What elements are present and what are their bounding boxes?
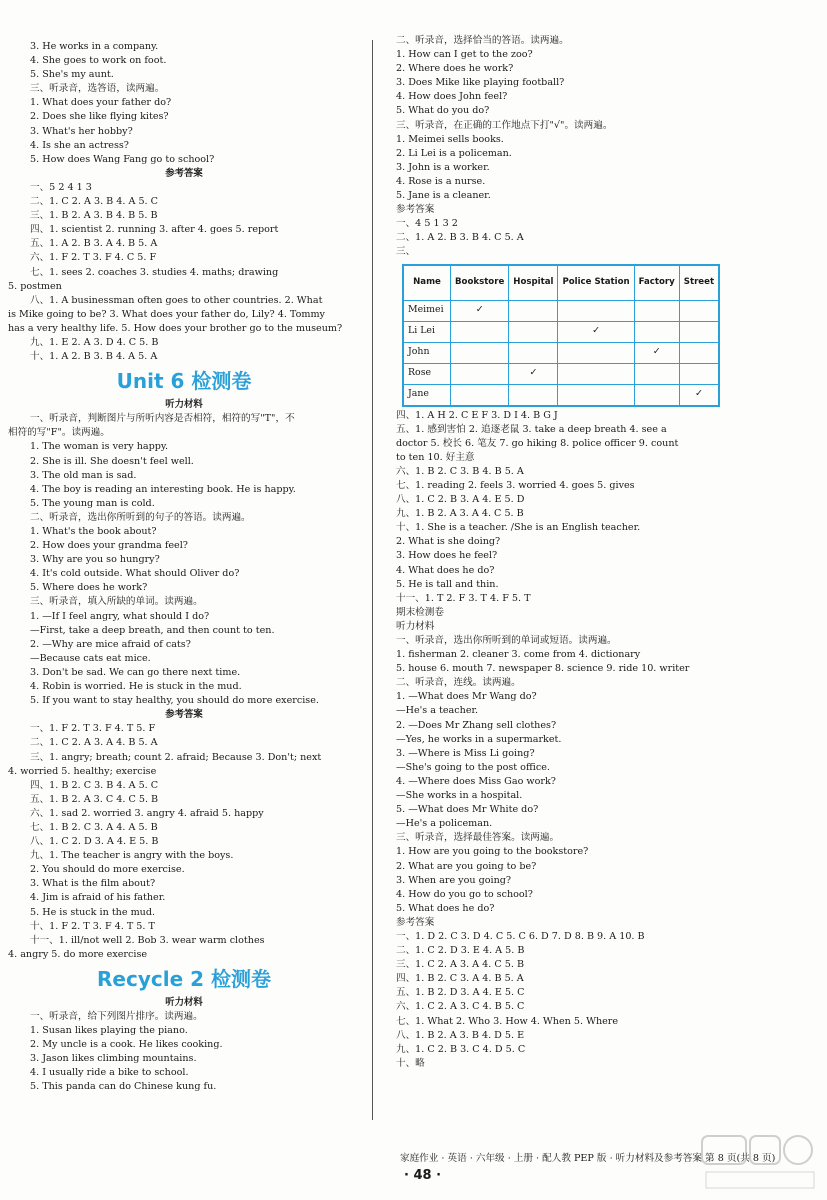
section-heading: 期末检测卷 (396, 606, 444, 618)
row-name: John (403, 342, 451, 363)
text-line: 2. Where does he work? (396, 63, 514, 75)
table-header: Bookstore (451, 265, 509, 301)
text-line: 四、1. B 2. C 3. A 4. B 5. A (396, 973, 524, 985)
check-cell: ✓ (451, 300, 509, 321)
text-line: 十、略 (396, 1057, 425, 1069)
text-line: 三、听录音，填入所缺的单词。读两遍。 (30, 596, 203, 608)
text-line: —Because cats eat mice. (30, 652, 151, 664)
text-line: 5. What do you do? (396, 105, 490, 117)
check-cell (509, 321, 558, 342)
text-line: 3. What's her hobby? (30, 125, 133, 137)
text-line: 七、1. reading 2. feels 3. worried 4. goes 5. gives (396, 479, 635, 491)
text-line: 5. He is stuck in the mud. (30, 906, 156, 918)
text-line: 三、1. C 2. A 3. A 4. C 5. B (396, 959, 524, 971)
text-line: 5. postmen (8, 280, 62, 292)
text-line: 4. The boy is reading an interesting book. He is happy. (30, 483, 296, 495)
text-line: 3. When are you going? (396, 874, 512, 886)
check-cell (634, 384, 679, 406)
row-name: Li Lei (403, 321, 451, 342)
text-line: 5. Jane is a cleaner. (396, 190, 491, 202)
text-line: 十、1. A 2. B 3. B 4. A 5. A (30, 351, 158, 363)
text-line: 五、1. A 2. B 3. A 4. B 5. A (30, 238, 158, 250)
text-line: 4. angry 5. do more exercise (8, 948, 148, 960)
text-line: 2. My uncle is a cook. He likes cooking. (30, 1039, 223, 1051)
text-line: 七、1. B 2. C 3. A 4. A 5. B (30, 821, 158, 833)
text-line: 1. The woman is very happy. (30, 441, 169, 453)
section-heading: Unit 6 检测卷 (116, 369, 252, 394)
text-line: 三、听录音，选择最佳答案。读两遍。 (396, 832, 560, 844)
text-line: 4. Is she an actress? (30, 139, 129, 151)
text-line: 1. Susan likes playing the piano. (30, 1025, 188, 1037)
text-line: 八、1. B 2. A 3. B 4. D 5. E (396, 1029, 525, 1041)
text-line: 4. She goes to work on foot. (30, 55, 167, 67)
check-cell: ✓ (509, 363, 558, 384)
right-column (396, 34, 816, 1071)
row-name: Jane (403, 384, 451, 406)
watermark-logo-icon (700, 1132, 818, 1192)
text-line: 一、听录音，给下列图片排序。读两遍。 (30, 1011, 203, 1022)
text-line: —Yes, he works in a supermarket. (396, 733, 562, 745)
text-line: 1. How can I get to the zoo? (396, 49, 533, 61)
text-line: 3. The old man is sad. (30, 469, 137, 481)
table-header: Name (403, 265, 451, 301)
text-line: 三、听录音，在正确的工作地点下打"√"。读两遍。 (396, 119, 613, 131)
text-line: 1. Meimei sells books. (396, 133, 504, 145)
text-line: 一、4 5 1 3 2 (396, 218, 458, 230)
table-row (403, 342, 719, 363)
text-line: 4. What does he do? (396, 564, 495, 576)
check-cell: ✓ (634, 342, 679, 363)
text-line: 2. Does she like flying kites? (30, 111, 169, 123)
text-line: 5. She's my aunt. (30, 69, 114, 81)
text-line: 3. Jason likes climbing mountains. (30, 1053, 197, 1065)
subsection-title: 听力材料 (396, 620, 435, 632)
left-column (8, 40, 360, 1095)
text-line: 3. What is the film about? (30, 878, 156, 890)
check-cell (558, 342, 634, 363)
text-line: 二、1. C 2. D 3. E 4. A 5. B (396, 945, 525, 957)
text-line: —He's a teacher. (396, 705, 479, 717)
text-line: 1. How are you going to the bookstore? (396, 846, 589, 858)
text-line: 八、1. C 2. B 3. A 4. E 5. D (396, 494, 525, 506)
text-line: 1. What does your father do? (30, 97, 172, 109)
text-line: 2. You should do more exercise. (30, 864, 185, 876)
table-row (403, 300, 719, 321)
text-line: —First, take a deep breath, and then count to ten. (30, 624, 275, 636)
text-line: 六、1. sad 2. worried 3. angry 4. afraid 5. happy (30, 807, 264, 819)
text-line: 5. The young man is cold. (30, 497, 155, 509)
text-line: 5. How does Wang Fang go to school? (30, 153, 215, 165)
text-line: 九、1. E 2. A 3. D 4. C 5. B (30, 336, 159, 348)
section-heading: Recycle 2 检测卷 (97, 966, 271, 991)
text-line: 一、1. F 2. T 3. F 4. T 5. F (30, 723, 156, 735)
text-line: —He's a policeman. (396, 818, 493, 830)
text-line: 六、1. C 2. A 3. C 4. B 5. C (396, 1001, 525, 1013)
subsection-title: 参考答案 (165, 167, 203, 179)
text-line: 4. Jim is afraid of his father. (30, 892, 166, 904)
text-line: 二、1. C 2. A 3. A 4. B 5. A (30, 737, 158, 749)
text-line: 一、5 2 4 1 3 (30, 181, 92, 193)
text-line: 四、1. B 2. C 3. B 4. A 5. C (30, 779, 159, 791)
page-number: · 48 · (404, 1168, 442, 1183)
check-cell (679, 363, 719, 384)
check-cell (451, 342, 509, 363)
text-line: 十、1. She is a teacher. /She is an English teacher. (396, 522, 641, 534)
text-line: 2. —Does Mr Zhang sell clothes? (396, 719, 557, 731)
text-line: 5. What does he do? (396, 902, 495, 914)
subsection-title: 参考答案 (396, 204, 435, 216)
text-line: 十一、1. T 2. F 3. T 4. F 5. T (396, 592, 531, 604)
workplace-table (402, 264, 720, 407)
check-cell: ✓ (679, 384, 719, 406)
check-cell (679, 321, 719, 342)
workplace-table-wrap (402, 264, 816, 407)
table-header: Hospital (509, 265, 558, 301)
text-line: 七、1. What 2. Who 3. How 4. When 5. Where (396, 1015, 619, 1027)
text-line: 十、1. F 2. T 3. F 4. T 5. T (30, 920, 155, 932)
text-line: 4. I usually ride a bike to school. (30, 1067, 189, 1079)
text-line: 5. He is tall and thin. (396, 578, 499, 590)
text-line: 5. Where does he work? (30, 582, 148, 594)
check-cell (451, 321, 509, 342)
text-line: —She's going to the post office. (396, 761, 550, 773)
text-line: 1. What's the book about? (30, 526, 157, 537)
text-line: 八、1. A businessman often goes to other countries. 2. What (30, 294, 323, 306)
text-line: 九、1. C 2. B 3. C 4. D 5. C (396, 1043, 526, 1055)
text-line: 2. What is she doing? (396, 536, 501, 548)
text-line: 3. Why are you so hungry? (30, 554, 160, 566)
text-line: 二、听录音，选出你所听到的句子的答语。读两遍。 (30, 511, 251, 523)
table-row (403, 384, 719, 406)
text-line: 二、听录音，选择恰当的答语。读两遍。 (396, 35, 569, 46)
text-line: 4. worried 5. healthy; exercise (8, 765, 157, 777)
subsection-title: 听力材料 (165, 399, 203, 411)
subsection-title: 听力材料 (165, 996, 203, 1008)
text-line: 相符的写"F"。读两遍。 (8, 427, 110, 439)
text-line: 2. She is ill. She doesn't feel well. (30, 455, 194, 467)
check-cell (451, 363, 509, 384)
table-header: Street (679, 265, 719, 301)
text-line: 3. —Where is Miss Li going? (396, 747, 535, 759)
text-line: 2. What are you going to be? (396, 860, 537, 872)
text-line: 5. —What does Mr White do? (396, 804, 539, 816)
check-cell: ✓ (558, 321, 634, 342)
text-line: 三、听录音，选答语，读两遍。 (30, 83, 165, 95)
text-line: 2. Li Lei is a policeman. (396, 147, 512, 159)
text-line: 一、听录音，选出你所听到的单词或短语。读两遍。 (396, 635, 617, 646)
table-row (403, 321, 719, 342)
check-cell (509, 342, 558, 363)
text-line: 五、1. B 2. A 3. C 4. C 5. B (30, 793, 159, 805)
check-cell (558, 300, 634, 321)
text-line: 1. fisherman 2. cleaner 3. come from 4. dictionary (396, 649, 641, 661)
text-line: 三、1. B 2. A 3. B 4. B 5. B (30, 210, 158, 222)
text-line: 四、1. A H 2. C E F 3. D I 4. B G J (396, 409, 558, 421)
text-line: 4. How does John feel? (396, 91, 508, 103)
text-line: is Mike going to be? 3. What does your father do, Lily? 4. Tommy (8, 308, 325, 320)
text-line: 六、1. F 2. T 3. F 4. C 5. F (30, 252, 157, 264)
table-header: Factory (634, 265, 679, 301)
check-cell (634, 321, 679, 342)
text-line: 九、1. The teacher is angry with the boys. (30, 850, 234, 862)
text-line: 二、1. A 2. B 3. B 4. C 5. A (396, 232, 524, 244)
text-line: 4. It's cold outside. What should Oliver do? (30, 568, 240, 580)
text-line: 2. How does your grandma feel? (30, 540, 188, 552)
text-line: 四、1. scientist 2. running 3. after 4. goes 5. report (30, 224, 279, 236)
subsection-title: 参考答案 (396, 916, 435, 928)
text-line: to ten 10. 好主意 (396, 451, 475, 463)
text-line: 5. house 6. mouth 7. newspaper 8. science 9. ride 10. writer (396, 663, 690, 675)
text-line: has a very healthy life. 5. How does your brother go to the museum? (8, 322, 343, 334)
text-line: 二、听录音，连线。读两遍。 (396, 677, 521, 689)
column-divider (372, 40, 373, 1120)
text-line: 3. John is a worker. (396, 161, 490, 173)
check-cell (558, 384, 634, 406)
check-cell (451, 384, 509, 406)
text-line: 3. How does he feel? (396, 550, 498, 562)
text-line: 1. —If I feel angry, what should I do? (30, 610, 210, 622)
table-header: Police Station (558, 265, 634, 301)
text-line: 2. —Why are mice afraid of cats? (30, 638, 191, 650)
text-line: 八、1. C 2. D 3. A 4. E 5. B (30, 836, 159, 848)
subsection-title: 参考答案 (165, 709, 203, 721)
text-line: 五、1. B 2. D 3. A 4. E 5. C (396, 987, 525, 999)
text-line: 三、 (396, 246, 416, 258)
text-line: 3. He works in a company. (30, 41, 159, 52)
text-line: 3. Don't be sad. We can go there next time. (30, 666, 241, 678)
text-line: 5. If you want to stay healthy, you should do more exercise. (30, 695, 319, 707)
page-footer: 家庭作业 · 英语 · 六年级 · 上册 · 配人教 PEP 版 · 听力材料及参考答案 第 8 页(共 8 页) (400, 1153, 776, 1164)
text-line: —She works in a hospital. (396, 790, 523, 802)
text-line: 十一、1. ill/not well 2. Bob 3. wear warm clothes (30, 934, 265, 946)
text-line: 七、1. sees 2. coaches 3. studies 4. maths; drawing (30, 266, 279, 278)
text-line: 5. This panda can do Chinese kung fu. (30, 1081, 217, 1093)
text-line: 二、1. C 2. A 3. B 4. A 5. C (30, 196, 158, 208)
text-line: doctor 5. 校长 6. 笔友 7. go hiking 8. police officer 9. count (396, 437, 679, 449)
check-cell (509, 384, 558, 406)
row-name: Meimei (403, 300, 451, 321)
check-cell (679, 300, 719, 321)
text-line: 4. —Where does Miss Gao work? (396, 775, 556, 787)
check-cell (679, 342, 719, 363)
text-line: 五、1. 感到害怕 2. 追逐老鼠 3. take a deep breath 4. see a (396, 423, 667, 435)
text-line: 六、1. B 2. C 3. B 4. B 5. A (396, 465, 524, 477)
text-line: 4. How do you go to school? (396, 888, 533, 900)
check-cell (558, 363, 634, 384)
table-row (403, 363, 719, 384)
text-line: 3. Does Mike like playing football? (396, 77, 565, 89)
check-cell (634, 363, 679, 384)
text-line: 九、1. B 2. A 3. A 4. C 5. B (396, 508, 524, 520)
text-line: 一、1. D 2. C 3. D 4. C 5. C 6. D 7. D 8. B 9. A 10. B (396, 930, 645, 942)
row-name: Rose (403, 363, 451, 384)
text-line: 三、1. angry; breath; count 2. afraid; Because 3. Don't; next (30, 751, 322, 763)
check-cell (509, 300, 558, 321)
text-line: 1. —What does Mr Wang do? (396, 691, 537, 703)
text-line: 4. Robin is worried. He is stuck in the mud. (30, 681, 242, 693)
text-line: 4. Rose is a nurse. (396, 175, 486, 187)
text-line: 一、听录音，判断图片与所听内容是否相符，相符的写"T"，不 (30, 413, 295, 425)
check-cell (634, 300, 679, 321)
